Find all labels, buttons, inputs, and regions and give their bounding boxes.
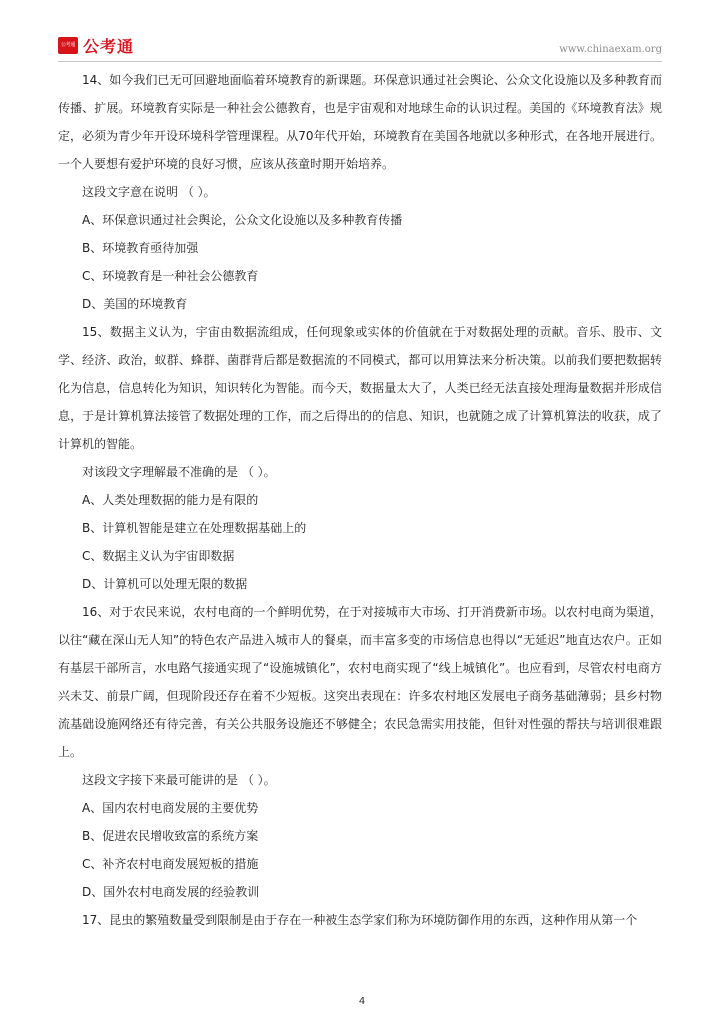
document-body [58, 66, 662, 934]
question-stem-14: 这段文字意在说明 （ ）。 [82, 185, 216, 199]
question-passage-15: 15、数据主义认为，宇宙由数据流组成，任何现象或实体的价值就在于对数据处理的贡献。音乐、股市、文学、经济、政治，蚁群、蜂群、菌群背后都是数据流的不同模式，都可以用算法来分析决策。以前我们要把数据转化为信息，信息转化为知识，知识转化为智能。而今天，数据量太大了，人类已经无法直接处理海量数据并形成信息，于是计算机算法接管了数据处理的工作，而之后得出的的信息、知识，也就随之成了计算机算法的收获，成了计算机的智能。 [58, 325, 662, 451]
option-14-a: A、环保意识通过社会舆论，公众文化设施以及多种教育传播 [82, 213, 403, 227]
header-divider [58, 61, 662, 62]
question-passage-16: 16、对于农民来说，农村电商的一个鲜明优势，在于对接城市大市场、打开消费新市场。以农村电商为渠道，以往“藏在深山无人知”的特色农产品进入城市人的餐桌，而丰富多变的市场信息也得以“无延迟”地直达农户。正如有基层干部所言，水电路气接通实现了“设施城镇化”，农村电商实现了“线上城镇化”。也应看到，尽管农村电商方兴未艾、前景广阔，但现阶段还存在着不少短板。这突出表现在：许多农村地区发展电子商务基础薄弱；县乡村物流基础设施网络还有待完善，有关公共服务设施还不够健全；农民急需实用技能，但针对性强的帮扶与培训很难跟上。 [58, 605, 662, 759]
option-15-d: D、计算机可以处理无限的数据 [82, 577, 248, 591]
option-16-a: A、国内农村电商发展的主要优势 [82, 801, 259, 815]
logo-badge-icon: 公考通 [58, 37, 78, 54]
option-15-a: A、人类处理数据的能力是有限的 [82, 493, 259, 507]
question-passage-14: 14、如今我们已无可回避地面临着环境教育的新课题。环保意识通过社会舆论、公众文化设施以及多种教育而传播、扩展。环境教育实际是一种社会公德教育，也是宇宙观和对地球生命的认识过程。美国的《环境教育法》规定，必须为青少年开设环境科学管理课程。从70年代开始，环境教育在美国各地就以多种形式，在各地开展进行。一个人要想有爱护环境的良好习惯，应该从孩童时期开始培养。 [58, 73, 662, 171]
question-stem-15: 对该段文字理解最不准确的是 （ ）。 [82, 465, 276, 479]
option-14-c: C、环境教育是一种社会公德教育 [82, 269, 259, 283]
option-14-d: D、美国的环境教育 [82, 297, 188, 311]
option-15-b: B、计算机智能是建立在处理数据基础上的 [82, 521, 307, 535]
option-16-c: C、补齐农村电商发展短板的措施 [82, 857, 259, 871]
site-url: www.chinaexam.org [559, 44, 662, 55]
page-number: 4 [358, 996, 366, 1007]
brand-logo [58, 34, 134, 57]
question-stem-16: 这段文字接下来最可能讲的是 （ ）。 [82, 773, 276, 787]
page-header [58, 34, 662, 62]
option-15-c: C、数据主义认为宇宙即数据 [82, 549, 235, 563]
question-passage-17: 17、昆虫的繁殖数量受到限制是由于存在一种被生态学家们称为环境防御作用的东西，这种作用从第一个 [82, 913, 638, 927]
logo-text: 公考通 [83, 37, 135, 56]
option-14-b: B、环境教育亟待加强 [82, 241, 199, 255]
option-16-b: B、促进农民增收致富的系统方案 [82, 829, 259, 843]
option-16-d: D、国外农村电商发展的经验教训 [82, 885, 260, 899]
